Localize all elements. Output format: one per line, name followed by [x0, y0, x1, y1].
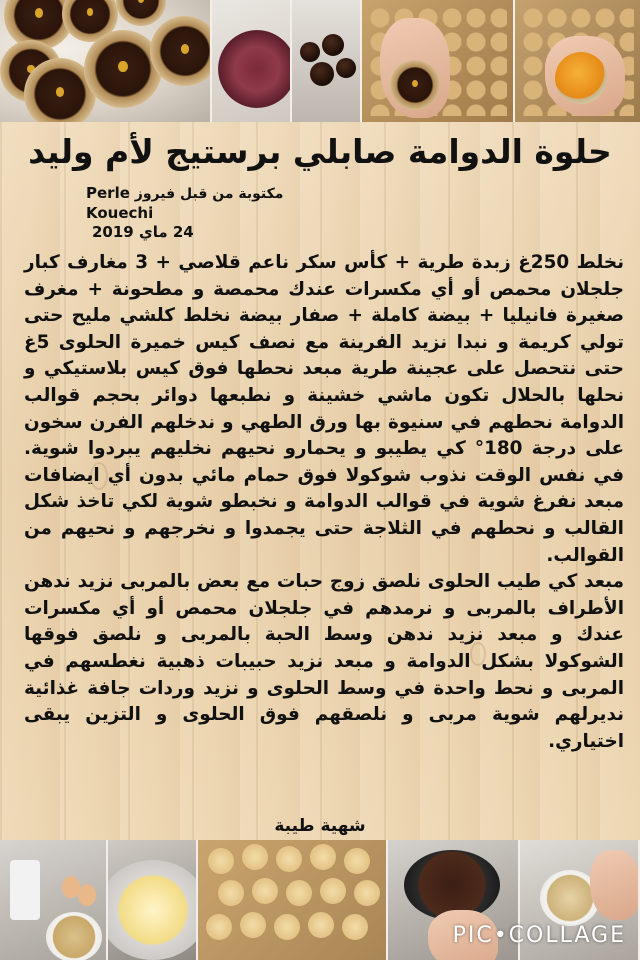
jam-glazing-photo: [515, 0, 640, 122]
baked-round: [252, 878, 278, 904]
chocolate-disc: [336, 58, 356, 78]
baked-round: [308, 912, 334, 938]
baked-round: [286, 880, 312, 906]
recipe-body: [24, 250, 624, 755]
baked-round: [274, 914, 300, 940]
chocolate-disc: [310, 62, 334, 86]
cookie-image: [390, 60, 440, 110]
egg-image: [78, 884, 96, 906]
author-name: Perle Kouechi: [86, 184, 154, 222]
butter-mixing-bowl: [108, 860, 198, 960]
finished-cookies-photo: [0, 0, 212, 122]
baked-round: [342, 914, 368, 940]
mixing-bowl-photo: [108, 840, 198, 960]
recipe-paragraph: نخلط 250غ زبدة طرية + كأس سكر ناعم قلاصي + 3 مغارف كبار جلجلان محمص أو أي مكسرات عندك محمصة و مطحونة + مغرف صغيرة فانيليا + بيضة كاملة + صفار بيضة نخلط كلشي مليح حتى تولي كريمة و نبدا نزيد الفرينة مع نصف كيس خميرة الحلوى 5غ حتى نتحصل على عجينة طرية مبعد نحطها فوق كيس بلاستيكي و نحلها بالحلال تكون ماشي خشينة و نطبعها دوائر بحجم قوالب الدوامة نحطهم في سنيوة بها ورق الطهي و ندخلهم الفرن سخون على درجة 180° كي يطيبو و يحمارو نحيهم نخليهم يبردوا شوية. في نفس الوقت نذوب شوكولا فوق حمام مائي بدون أي ايضافات مبعد نفرغ شوية في قوالب الدوامة و نخبطو شوية لكي تاخذ شكل القالب و نحطهم في الثلاجة حتى يجمدوا و نخرجهم و نحيهم من القوالب.: [24, 252, 625, 566]
baked-round: [206, 914, 232, 940]
publish-date: 24 ماي 2019: [92, 223, 194, 241]
flour-container: [10, 860, 40, 920]
collage-watermark: PIC•COLLAGE: [452, 923, 626, 948]
recipe-paragraph: مبعد كي طيب الحلوى نلصق زوج حبات مع بعض بالمربى نزيد ندهن الأطراف بالمربى و نرمدهم في جلجلان محمص أو أي مكسرات عندك و مبعد نزيد ندهن وسط الحبة بالمربى و نلصق فوقها الشوكولا بشكل الدوامة و مبعد نزيد حبيبات ذهبية نغطسهم في المربى و نحط واحدة في وسط الحلوى و نزيد وردات جافة غذائية نديرلهم شوية مربى و نلصقهم فوق الحلوى و التزين يبقى اختياري.: [24, 571, 624, 752]
baked-round: [310, 844, 336, 870]
dough-tray-photo: [362, 0, 515, 122]
chocolate-disc: [300, 42, 320, 62]
rose-petals-bowl: [218, 30, 292, 108]
cookie-image: [116, 0, 166, 26]
baked-round: [208, 848, 234, 874]
byline: [86, 184, 306, 243]
baked-round: [240, 912, 266, 938]
baked-round: [218, 880, 244, 906]
wood-background: [0, 122, 640, 840]
baked-round: [242, 844, 268, 870]
bottom-photo-strip: [0, 840, 640, 960]
cookie-image: [150, 16, 212, 86]
top-photo-strip: [0, 0, 640, 122]
baked-rounds-photo: [198, 840, 388, 960]
baked-round: [344, 848, 370, 874]
written-by-label: مكتوبة من قبل فيروز: [134, 186, 284, 202]
rose-petals-photo: [212, 0, 292, 122]
baked-round: [320, 878, 346, 904]
chocolate-discs-photo: [292, 0, 362, 122]
sign-off: شهية طيبة: [274, 816, 366, 836]
hand-image: [590, 850, 640, 920]
ingredients-photo: [0, 840, 108, 960]
glazed-cookie: [555, 52, 607, 104]
chocolate-disc: [322, 34, 344, 56]
baked-round: [276, 846, 302, 872]
sesame-bowl: [46, 912, 102, 960]
recipe-title: حلوة الدوامة صابلي برستيج لأم وليد: [28, 132, 612, 171]
baked-round: [354, 880, 380, 906]
